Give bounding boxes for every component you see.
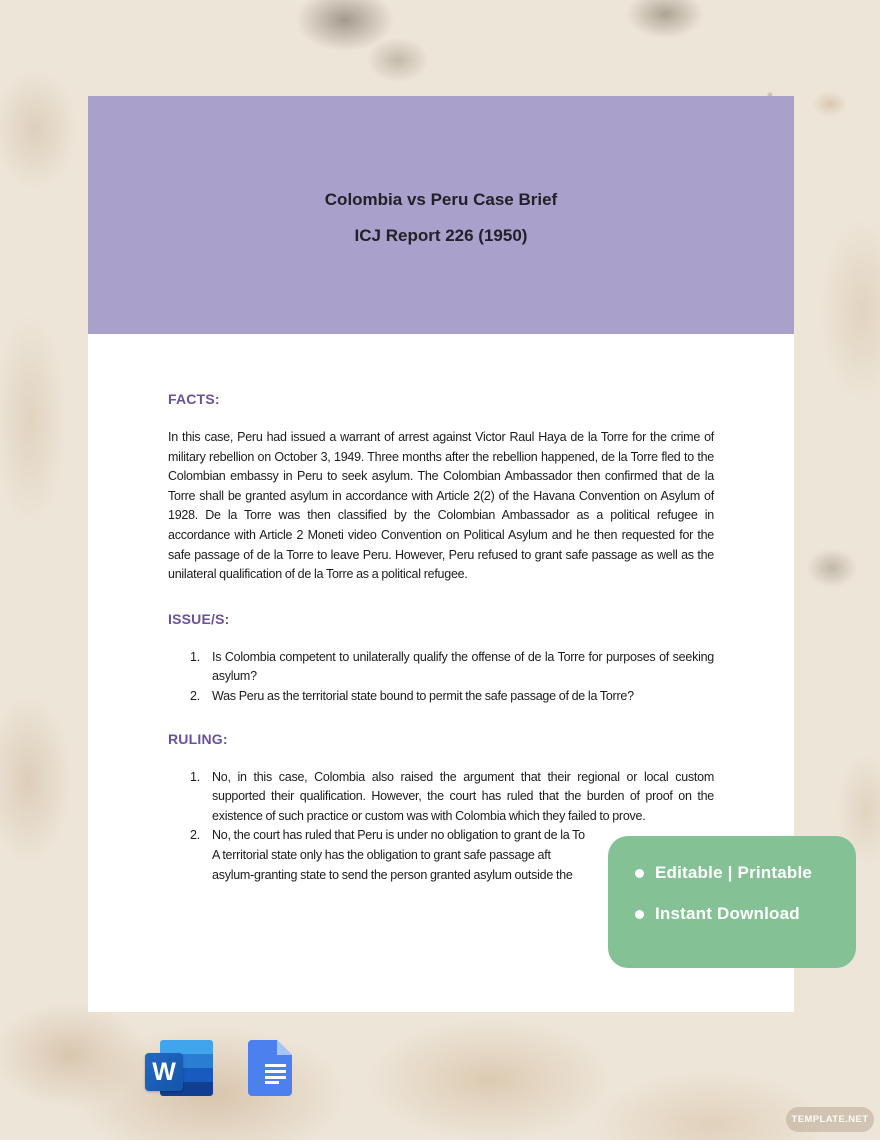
ruling-item-line: asylum-granting state to send the person granted asylum outside the bbox=[212, 867, 573, 882]
gdocs-text-lines bbox=[265, 1064, 286, 1087]
document-subtitle: ICJ Report 226 (1950) bbox=[354, 226, 528, 245]
gdocs-fold-corner bbox=[277, 1040, 292, 1055]
feature-badge bbox=[608, 836, 856, 968]
issue-item: Was Peru as the territorial state bound to permit the safe passage of de la Torre? bbox=[212, 688, 634, 703]
issues-heading: ISSUE/S: bbox=[168, 610, 230, 627]
ruling-heading: RULING: bbox=[168, 730, 228, 747]
facts-heading: FACTS: bbox=[168, 391, 220, 407]
issues-list bbox=[168, 648, 714, 707]
document-title: Colombia vs Peru Case Brief bbox=[324, 190, 558, 209]
templatenet-watermark[interactable]: TEMPLATE.NET bbox=[786, 1107, 874, 1132]
bullet-icon bbox=[635, 910, 644, 919]
word-letter-badge: W bbox=[145, 1053, 183, 1091]
document-body bbox=[88, 334, 794, 885]
ms-word-icon[interactable] bbox=[145, 1039, 213, 1097]
feature-label: Editable | Printable bbox=[655, 863, 813, 882]
google-docs-icon[interactable] bbox=[248, 1040, 292, 1096]
facts-paragraph: In this case, Peru had issued a warrant of arrest against Victor Raul Haya de la Torre for the crime of military rebellion on October 3, 1949. Three months after the rebellion happened, de la Torre fled to the Colombian embassy in Peru to seek asylum. The Colombian Ambassador then confirmed that de la Torre shall be granted asylum in accordance with Article 2(2) of the Havana Convention on Asylum of 1928. De la Torre was then classified by the Colombian Ambassador as a political refugee in accordance with Article 2 Moneti video Convention on Political Asylum and he then requested for the safe passage of de la Torre to leave Peru. However, Peru refused to grant safe passage as well as the unilateral qualification of de la Torre as a political refugee. bbox=[168, 430, 714, 582]
ruling-item-line: A territorial state only has the obligation to grant safe passage aft bbox=[212, 847, 551, 862]
ruling-item: No, in this case, Colombia also raised the argument that their regional or local custom supported their qualification. However, the court has ruled that the burden of proof on the existence of such practice or custom was with Colombia which they failed to prove. bbox=[212, 769, 714, 823]
document-header bbox=[88, 96, 794, 334]
feature-row bbox=[608, 904, 856, 924]
feature-label: Instant Download bbox=[655, 904, 800, 923]
feature-row bbox=[608, 863, 856, 883]
bullet-icon bbox=[635, 869, 644, 878]
issue-item: Is Colombia competent to unilaterally qualify the offense of de la Torre for purposes of seeking asylum? bbox=[212, 649, 714, 684]
ruling-item-line: No, the court has ruled that Peru is under no obligation to grant de la To bbox=[212, 828, 585, 843]
